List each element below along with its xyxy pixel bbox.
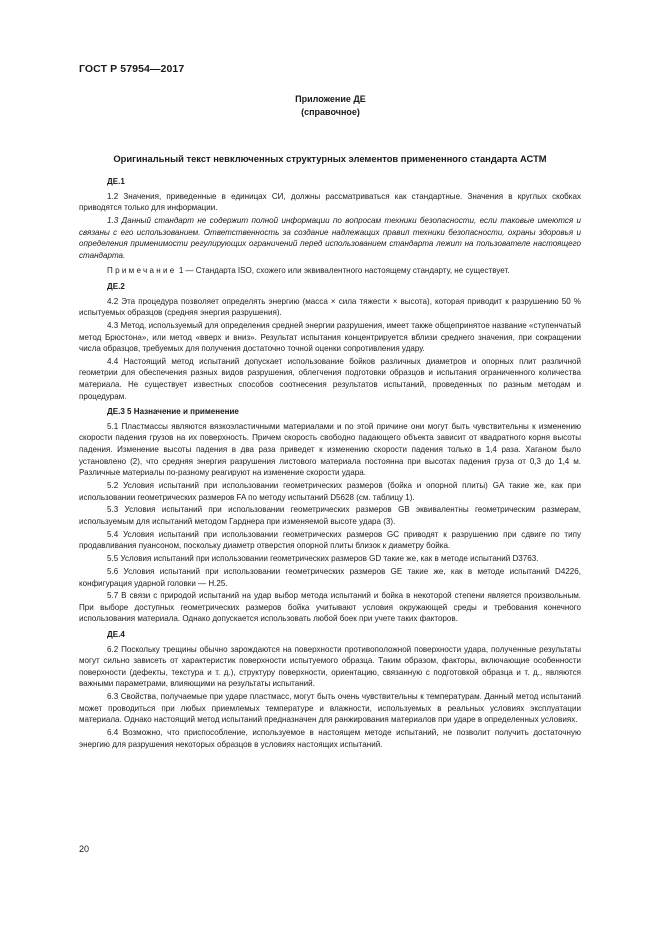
paragraph: 5.3 Условия испытаний при использовании геометрических размеров GB эквивалентны геометрическим размерам, используемым для испытаний методом Гарднера при изменяемой высоте удара (3).	[79, 505, 581, 526]
standard-designation: ГОСТ Р 57954—2017	[79, 63, 185, 75]
section-heading-de1: ДЕ.1	[107, 177, 125, 186]
appendix-title: Приложение ДЕ	[295, 94, 366, 104]
appendix-header	[0, 93, 661, 119]
document-title: Оригинальный текст невключенных структурных элементов примененного стандарта АСТМ	[113, 153, 547, 164]
note-text: 1 — Стандарта ISO, схожего или эквивалентного настоящему стандарту, не существует.	[176, 266, 510, 276]
note-label: Примечание	[107, 266, 177, 276]
paragraph: 5.2 Условия испытаний при использовании геометрических размеров (бойка и опорной плиты) GA такие же, как при использовании геометрических размеров FA по методу испытаний D5628 (см. таблицу 1).	[79, 481, 581, 502]
section-heading-de4: ДЕ.4	[107, 630, 125, 640]
paragraph: 5.7 В связи с природой испытаний на удар выбор метода испытаний и бойка в некоторой степени является произвольным. При выборе доступных геометрических размеров бойка учитывают условия окружающей среды и требования конечного использования материала. Однако допускается использовать любой боек при учете таких факторов.	[79, 591, 581, 624]
document-body	[79, 172, 581, 752]
paragraph: 5.5 Условия испытаний при использовании геометрических размеров GD такие же, как в методе испытаний D3763.	[107, 554, 539, 564]
paragraph: 6.4 Возможно, что приспособление, используемое в настоящем методе испытаний, не позволит получить достаточную энергию для разрушения некоторых образцов в условиях настоящих испытаний.	[79, 728, 581, 749]
paragraph: 4.2 Эта процедура позволяет определять энергию (масса × сила тяжести × высота), которая приводит к разрушению 50 % испытуемых образцов (средняя энергия разрушения).	[79, 296, 581, 318]
paragraph: 4.4 Настоящий метод испытаний допускает использование бойков различных диаметров и опорных плит различной геометрии для обеспечения разных видов разрушения, облегчения подготовки образцов и испытания ограниченного количества материала. Не существует известных способов соотнесения результатов испытаний, проведенных по разным методам и процедурам.	[79, 356, 581, 401]
paragraph: 6.2 Поскольку трещины обычно зарождаются на поверхности противоположной поверхности удара, полученные результаты могут сильно зависеть от характеристик поверхности испытуемого образца. Таким образом, факторы, включающие особенности поверхности (дефекты, текстура и т. д.), структуру поверхности, ориентацию, связанную с подготовкой образца и т. д., являются важными параметрами, влияющими на результаты испытаний.	[79, 644, 581, 689]
appendix-kind: (справочное)	[301, 107, 360, 117]
paragraph: 1.2 Значения, приведенные в единицах СИ, должны рассматриваться как стандартные. Значения в круглых скобках приводятся только для информации.	[79, 191, 581, 213]
section-heading-de3: ДЕ.3 5 Назначение и применение	[107, 407, 239, 417]
section-heading-de2: ДЕ.2	[107, 281, 125, 291]
paragraph: 6.3 Свойства, получаемые при ударе пластмасс, могут быть очень чувствительны к температурам. Данный метод испытаний может проводиться при любых приемлемых температуре и влажности, используемых в реальных условиях эксплуатации материала. Однако настоящий метод испытаний предназначен для ранжирования материалов при ударе в определенных условиях.	[79, 692, 581, 725]
paragraph: 5.4 Условия испытаний при использовании геометрических размеров GC приводят к разрушению при сдвиге по типу продавливания пуансоном, поскольку диаметр отверстия опорной плиты близок к диаметру бойка.	[79, 529, 581, 551]
paragraph: 5.1 Пластмассы являются вязкоэластичными материалами и по этой причине они могут быть чувствительны к изменению скорости падения грузов на их поверхность. Причем скорость свободно падающего объекта зависит от квадратного корня высоты падения. Изменение высоты падения в два раза приведет к изменению скорости падения только в 1,4 раза. Хаганом было установлено (2), что средняя энергия разрушения листового материала постоянна при высотах падения груза от 0,3 до 1,4 м. Различные материалы по-разному реагируют на изменение скорости удара.	[79, 421, 581, 478]
note	[79, 265, 581, 277]
page-number: 20	[79, 844, 90, 854]
paragraph-italic: 1.3 Данный стандарт не содержит полной информации по вопросам техники безопасности, если таковые имеются и связаны с его использованием. Ответственность за создание надлежащих правил техники безопасности, охраны здоровья и определения применимости регулирующих ограничений перед использованием стандарта лежит на пользователе настоящего стандарта.	[79, 215, 581, 260]
paragraph: 4.3 Метод, используемый для определения средней энергии разрушения, имеет также общепринятое название «ступенчатый метод Брюстона», или метод «вверх и вниз». Результат испытания концентрируется вблизи среднего значения, при сокращении числа образцов, требуемых для получения достаточно точной оценки сопротивления удару.	[79, 320, 581, 354]
paragraph: 5.6 Условия испытаний при использовании геометрических размеров GE такие же, как в методе испытаний D4226, конфигурация ударной головки — H.25.	[79, 566, 581, 588]
